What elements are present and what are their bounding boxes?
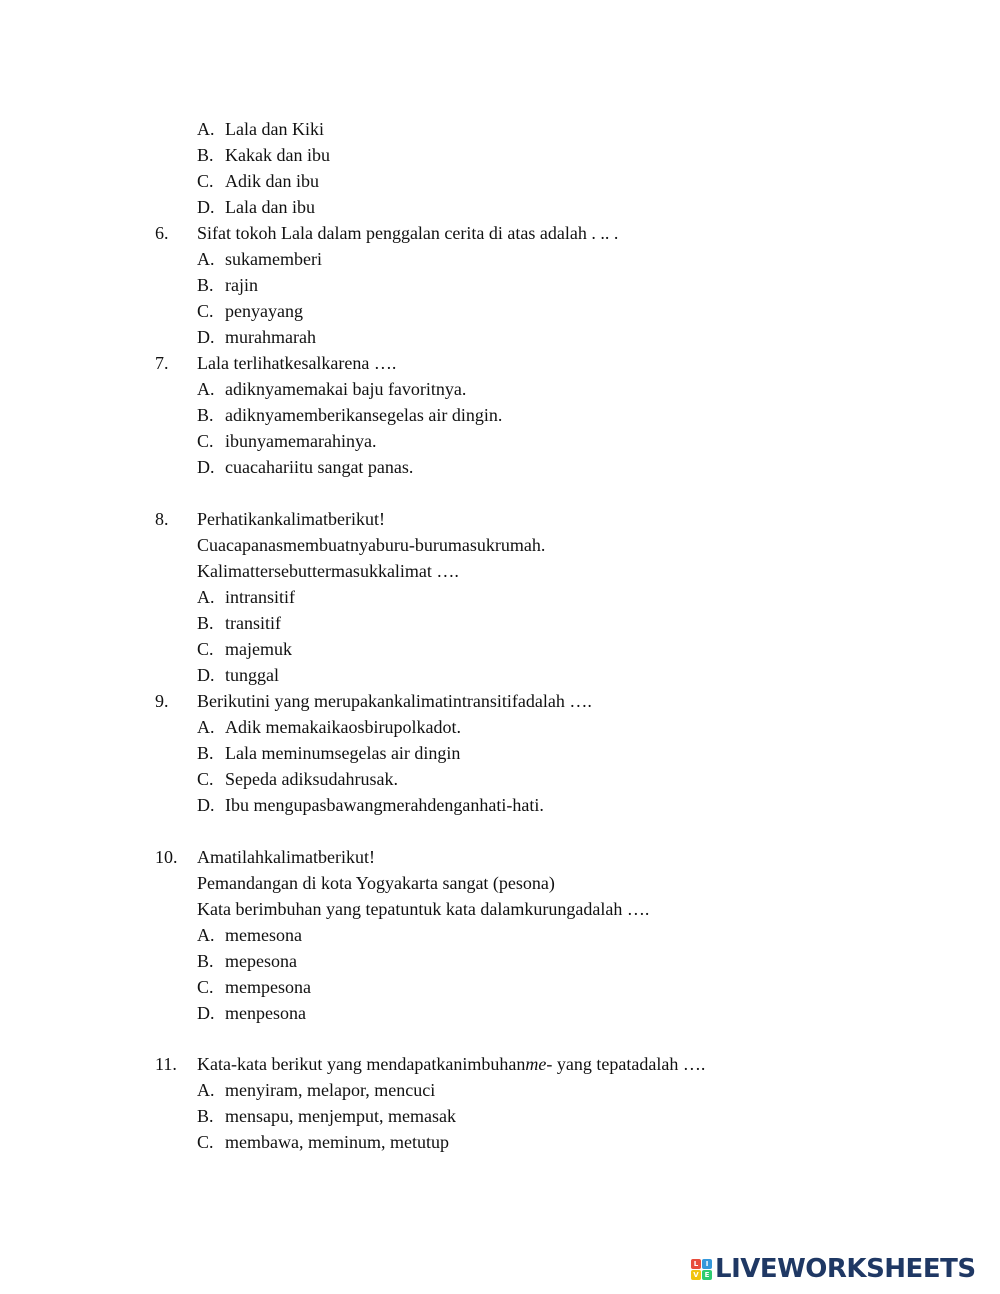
option-letter: B. bbox=[197, 613, 214, 633]
option-letter: B. bbox=[197, 743, 214, 763]
option-letter: D. bbox=[197, 665, 215, 685]
option-text: ibunyamemarahinya. bbox=[225, 431, 377, 451]
question-text: Lala terlihatkesalkarena …. bbox=[197, 353, 397, 373]
option-letter: C. bbox=[197, 301, 214, 321]
option-text: adiknyamemberikansegelas air dingin. bbox=[225, 405, 503, 425]
question-text-part: yang tepatadalah …. bbox=[552, 1054, 706, 1074]
option-text: Sepeda adiksudahrusak. bbox=[225, 769, 398, 789]
option-text: mensapu, menjemput, memasak bbox=[225, 1106, 456, 1126]
question-text: Sifat tokoh Lala dalam penggalan cerita di atas adalah . .. . bbox=[197, 223, 619, 243]
option-text: mepesona bbox=[225, 951, 297, 971]
prompt-text: Kata berimbuhan yang tepatuntuk kata dalamkurungadalah …. bbox=[197, 899, 650, 919]
option-text: memesona bbox=[225, 925, 302, 945]
logo-tile: L bbox=[691, 1259, 701, 1269]
option-text: mempesona bbox=[225, 977, 311, 997]
question-text-part: Kata-kata berikut yang mendapatkanimbuhan bbox=[197, 1054, 526, 1074]
option-letter: D. bbox=[197, 795, 215, 815]
option-letter: C. bbox=[197, 769, 214, 789]
option-text: Adik dan ibu bbox=[225, 171, 319, 191]
option-text: tunggal bbox=[225, 665, 279, 685]
option-text: Lala meminumsegelas air dingin bbox=[225, 743, 461, 763]
option-letter: C. bbox=[197, 431, 214, 451]
question-text: Berikutini yang merupakankalimatintransitifadalah …. bbox=[197, 691, 592, 711]
sentence-text: Cuacapanasmembuatnyaburu-burumasukrumah. bbox=[197, 535, 546, 555]
logo-tiles-icon bbox=[691, 1259, 712, 1280]
option-text: rajin bbox=[225, 275, 258, 295]
logo-tile: V bbox=[691, 1270, 701, 1280]
option-text: murahmarah bbox=[225, 327, 316, 347]
option-letter: D. bbox=[197, 327, 215, 347]
question-number: 7. bbox=[155, 353, 169, 373]
option-letter: A. bbox=[197, 379, 215, 399]
question-text bbox=[197, 1051, 705, 1077]
logo-tile: E bbox=[702, 1270, 712, 1280]
option-text: menyiram, melapor, mencuci bbox=[225, 1080, 436, 1100]
option-text: Lala dan Kiki bbox=[225, 119, 324, 139]
option-text: transitif bbox=[225, 613, 281, 633]
option-letter: C. bbox=[197, 639, 214, 659]
logo-text: LIVEWORKSHEETS bbox=[715, 1254, 976, 1284]
option-letter: A. bbox=[197, 587, 215, 607]
option-letter: C. bbox=[197, 1132, 214, 1152]
question-number: 6. bbox=[155, 223, 169, 243]
option-text: Adik memakaikaosbirupolkadot. bbox=[225, 717, 461, 737]
option-text: intransitif bbox=[225, 587, 295, 607]
option-text: membawa, meminum, metutup bbox=[225, 1132, 449, 1152]
option-letter: A. bbox=[197, 249, 215, 269]
question-number: 9. bbox=[155, 691, 169, 711]
option-text: menpesona bbox=[225, 1003, 306, 1023]
affix-emphasis: me- bbox=[525, 1054, 553, 1074]
option-text: sukamemberi bbox=[225, 249, 322, 269]
option-text: Ibu mengupasbawangmerahdenganhati-hati. bbox=[225, 795, 544, 815]
question-text: Amatilahkalimatberikut! bbox=[197, 847, 375, 867]
option-text: majemuk bbox=[225, 639, 292, 659]
question-number: 11. bbox=[155, 1054, 177, 1074]
option-letter: A. bbox=[197, 717, 215, 737]
question-number: 10. bbox=[155, 847, 178, 867]
option-text: Kakak dan ibu bbox=[225, 145, 330, 165]
option-letter: D. bbox=[197, 457, 215, 477]
option-text: Lala dan ibu bbox=[225, 197, 315, 217]
option-letter: B. bbox=[197, 1106, 214, 1126]
option-letter: B. bbox=[197, 145, 214, 165]
logo-tile: I bbox=[702, 1259, 712, 1269]
option-letter: C. bbox=[197, 977, 214, 997]
option-letter: B. bbox=[197, 951, 214, 971]
option-letter: A. bbox=[197, 925, 215, 945]
option-letter: D. bbox=[197, 1003, 215, 1023]
option-letter: A. bbox=[197, 1080, 215, 1100]
option-letter: B. bbox=[197, 275, 214, 295]
question-text: Perhatikankalimatberikut! bbox=[197, 509, 385, 529]
option-text: adiknyamemakai baju favoritnya. bbox=[225, 379, 467, 399]
option-letter: D. bbox=[197, 197, 215, 217]
option-text: penyayang bbox=[225, 301, 303, 321]
option-letter: C. bbox=[197, 171, 214, 191]
prompt-text: Kalimattersebuttermasukkalimat …. bbox=[197, 561, 459, 581]
liveworksheets-logo[interactable] bbox=[691, 1254, 976, 1284]
sentence-text: Pemandangan di kota Yogyakarta sangat (pesona) bbox=[197, 873, 555, 893]
option-letter: B. bbox=[197, 405, 214, 425]
option-letter: A. bbox=[197, 119, 215, 139]
question-number: 8. bbox=[155, 509, 169, 529]
option-text: cuacahariitu sangat panas. bbox=[225, 457, 414, 477]
